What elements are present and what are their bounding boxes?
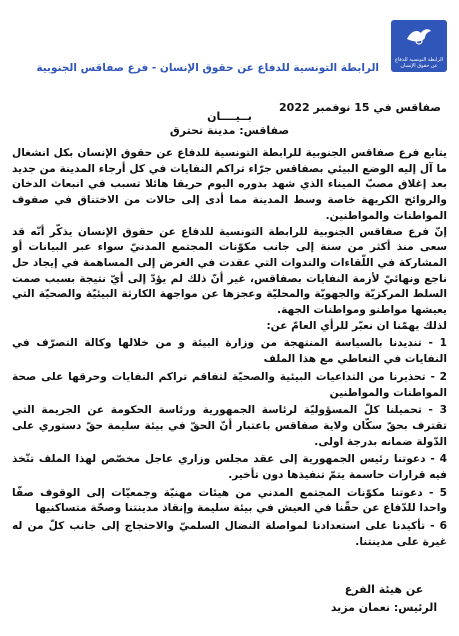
- statement-subtitle: صفاقس: مدينة تحترق: [169, 124, 290, 137]
- signature-on-behalf: عن هيئة الفرع: [344, 583, 424, 596]
- dove-emblem-icon: [405, 25, 433, 47]
- logo-text: الرابطة التونسية للدفاع عن حقوق الإنسان: [394, 57, 444, 69]
- statement-label: بــيــــان: [207, 110, 252, 123]
- list-item: 2 - تحذيرنا من التداعيات البيئية والصحيّة لتفاقم تراكم النفايات وحرقها على صحة المواطنات والمواطنين: [12, 370, 447, 399]
- paragraph: إنّ فرع صفاقس الجنوبية للرابطة التونسية للدفاع عن حقوق الإنسان يذكّر أنّه قد سعى منذ أكثر من سنة إلى جانب مكوّنات المجتمع المدنيّ سواء عبر البيانات أو المشاركة في اللّقاءات والندوات التي عقدت في الغرض إلى المساهمة في إيجاد حل ناجع ونهائيّ لأزمة النفايات بصفاقس، غير أنّ ذلك لم يؤدّ إلى أيّ نتيجة بسبب صمت السلط المركزيّة والجهويّة والمحليّة وعجزها عن مواجهة الكارثة البيئيّة والصحيّة التي يعيشها مواطنو ومواطنات الجهة.: [12, 225, 447, 317]
- signature-president: الرئيس: نعمان مزيد: [330, 601, 438, 614]
- list-item: 4 - دعوتنا رئيس الجمهورية إلى عقد مجلس وزاري عاجل مخصّص لهذا الملف تتّخذ فيه قرارات حاسمة يتمّ تنفيذها دون تأخير.: [12, 453, 447, 482]
- organization-logo: [391, 20, 447, 72]
- organization-title: الرابطة التونسية للدفاع عن حقوق الإنسان - فرع صفاقس الجنوبية: [36, 62, 379, 74]
- statement-body: [12, 146, 447, 551]
- letterhead: [0, 0, 459, 92]
- paragraph: لذلك يهمّنا ان نعبّر للرأي العامّ عن:: [266, 319, 447, 332]
- date-line: صفاقس في 15 نوفمبر 2022: [279, 101, 441, 114]
- list-item: 3 - تحميلنا كلّ المسؤوليّة لرئاسة الجمهورية ورئاسة الحكومة عن الجريمة التي تقترف بحقّ سكّان ولاية صفاقس باعتبار أنّ الحقّ في بيئة سليمة حقّ دستوري على الدّولة ضمانه بدرجة اولى.: [12, 404, 447, 448]
- paragraph: يتابع فرع صفاقس الجنوبية للرابطة التونسية للدفاع عن حقوق الإنسان بكل انشغال ما آل إليه الوضع البيئي بصفاقس جرّاء تراكم النفايات في كل أرجاء المدينة من جديد بعد إغلاق مصبّ الميناء الذي شهد بدوره اليوم حريقا هائلا تسبب في انبعاث الدخان والروائح الكريهة خاصة وسط المدينة مما أدى إلى حالات من الاختناق في صفوف المواطنات والمواطنين.: [12, 147, 447, 222]
- list-item: 1 - تنديدنا بالسياسة المنتهجة من وزارة البيئة و من خلالها وكالة التصرّف في النفايات في التعاطي مع هذا الملف: [12, 337, 447, 366]
- signature-block: [309, 581, 459, 617]
- list-item: 5 - دعوتنا مكوّنات المجتمع المدني من هيئات مهنيّة وجمعيّات إلى الوقوف صفّا واحدا للدّفاع عن حقّنا في العيش في بيئة سليمة وإنقاذ مدينتنا وصحّة متساكنيها: [12, 486, 447, 515]
- list-item: 6 - تأكيدنا على استعدادنا لمواصلة النضال السلميّ والاحتجاج إلى جانب كلّ من له غيرة على مدينتنا.: [12, 520, 447, 548]
